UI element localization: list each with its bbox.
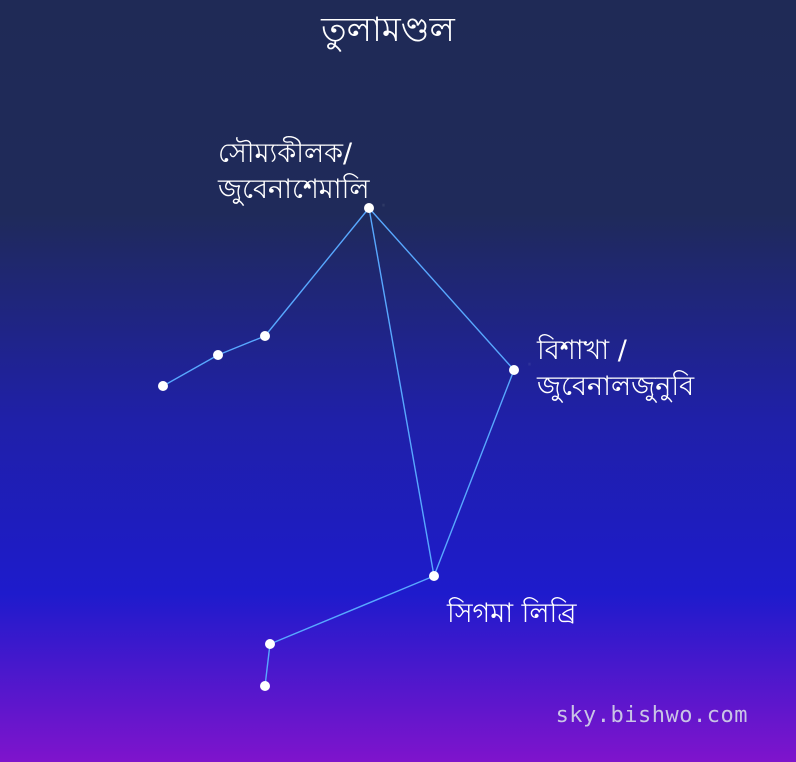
star-c [158, 381, 168, 391]
label-zubenelgenubi-line2: জুবেনালজুনুবি [537, 371, 695, 402]
star-e [260, 681, 270, 691]
label-zubeneschamali-line1: সৌম্যকীলক/ [218, 138, 353, 169]
label-zubenelgenubi-line1: বিশাখা / [537, 335, 627, 366]
line-star-a-star-b [218, 336, 265, 355]
chart-title: তুলামণ্ডল [321, 10, 455, 50]
star-zubenelgenubi [509, 365, 519, 375]
watermark: sky.bishwo.com [555, 703, 748, 728]
line-zubeneschamali-star-a [265, 208, 369, 336]
line-zubeneschamali-sigma [369, 208, 434, 576]
label-zubeneschamali [218, 136, 369, 208]
star-d [265, 639, 275, 649]
line-star-b-star-c [163, 355, 218, 386]
label-zubeneschamali-line2: জুবেনাশেমালি [218, 174, 370, 205]
star-a [260, 331, 270, 341]
faint-background-text: · [526, 353, 533, 378]
star-sigma-librae [429, 571, 439, 581]
label-sigma-librae: সিগমা লিব্রি [447, 598, 577, 629]
line-zubenelgenubi-sigma [434, 370, 514, 576]
line-star-d-star-e [265, 644, 270, 686]
line-zubeneschamali-zubenelgenubi [369, 208, 514, 370]
line-sigma-star-d [270, 576, 434, 644]
label-zubenelgenubi [537, 333, 694, 405]
star-b [213, 350, 223, 360]
faint-background-text: · [380, 194, 387, 219]
